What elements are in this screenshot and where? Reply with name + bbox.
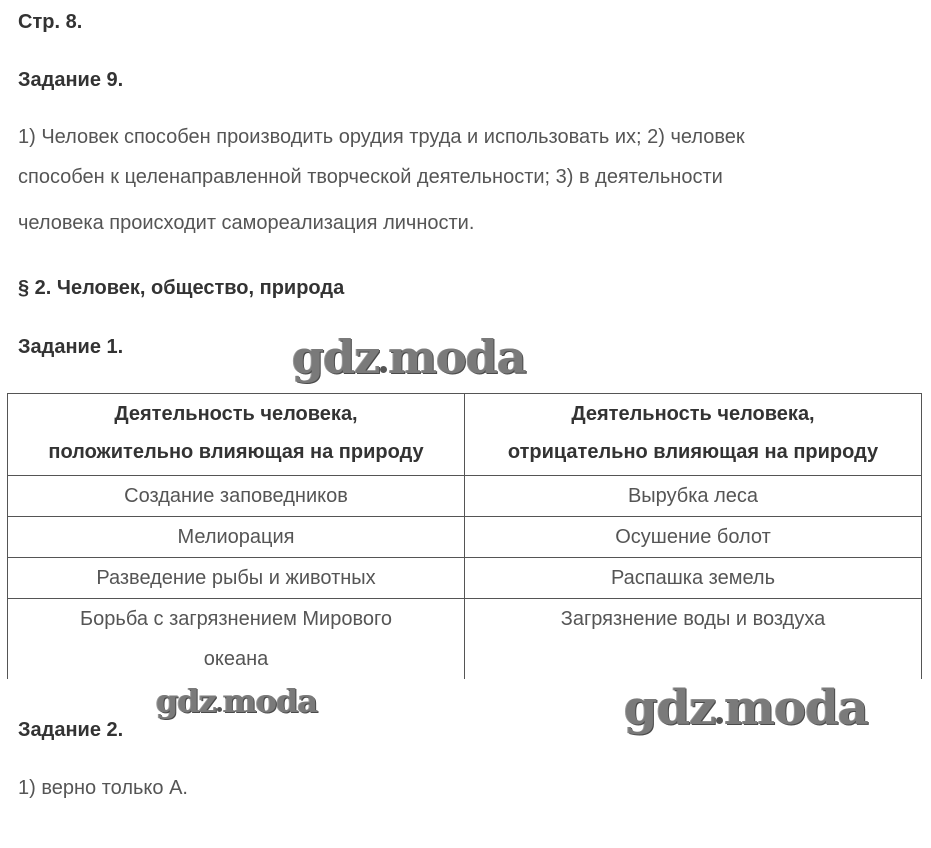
header-negative-line-1: Деятельность человека,	[571, 403, 815, 425]
header-positive-line-2: положительно влияющая на природу	[48, 441, 424, 463]
task-2-answer: 1) верно только А.	[18, 777, 188, 799]
activities-table	[7, 393, 922, 679]
watermark-right: moda	[222, 682, 318, 720]
task-9-title: Задание 9.	[18, 69, 124, 91]
table-cell: Вырубка леса	[465, 476, 922, 517]
table-cell: Создание заповедников	[8, 476, 465, 517]
watermark-left: gdz	[156, 682, 216, 720]
table-row	[8, 517, 922, 558]
watermark-left: gdz	[624, 680, 716, 736]
table-cell: Борьба с загрязнением Мирового океана	[8, 599, 465, 680]
page-reference: Стр. 8.	[18, 11, 83, 33]
table-cell: Разведение рыбы и животных	[8, 558, 465, 599]
watermark-left: gdz	[292, 330, 380, 384]
table-row	[8, 599, 922, 680]
header-positive-line-1: Деятельность человека,	[114, 403, 358, 425]
task-9-line-2: способен к целенаправленной творческой деятельности; 3) в деятельности	[18, 166, 723, 188]
table-cell: Загрязнение воды и воздуха	[465, 599, 922, 680]
watermark-logo	[292, 330, 526, 384]
header-negative	[465, 394, 922, 476]
table-cell: Осушение болот	[465, 517, 922, 558]
task-9-line-3: человека происходит самореализация личности.	[18, 212, 475, 234]
header-positive	[8, 394, 465, 476]
watermark-dot	[716, 717, 723, 724]
task-1-title: Задание 1.	[18, 336, 124, 358]
table-row	[8, 558, 922, 599]
task-9-line-1: 1) Человек способен производить орудия труда и использовать их; 2) человек	[18, 126, 745, 148]
task-2-title: Задание 2.	[18, 719, 124, 741]
table-row	[8, 476, 922, 517]
watermark-dot	[380, 366, 387, 373]
watermark-right: moda	[388, 330, 526, 384]
table-header-row	[8, 394, 922, 476]
watermark-logo-small	[156, 682, 317, 720]
header-negative-line-2: отрицательно влияющая на природу	[507, 441, 879, 463]
table-cell: Мелиорация	[8, 517, 465, 558]
watermark-dot	[217, 707, 222, 712]
watermark-logo-large	[624, 680, 868, 736]
task-9-answer	[18, 115, 898, 245]
watermark-right: moda	[724, 680, 868, 736]
section-title: § 2. Человек, общество, природа	[18, 277, 345, 299]
table-cell: Распашка земель	[465, 558, 922, 599]
